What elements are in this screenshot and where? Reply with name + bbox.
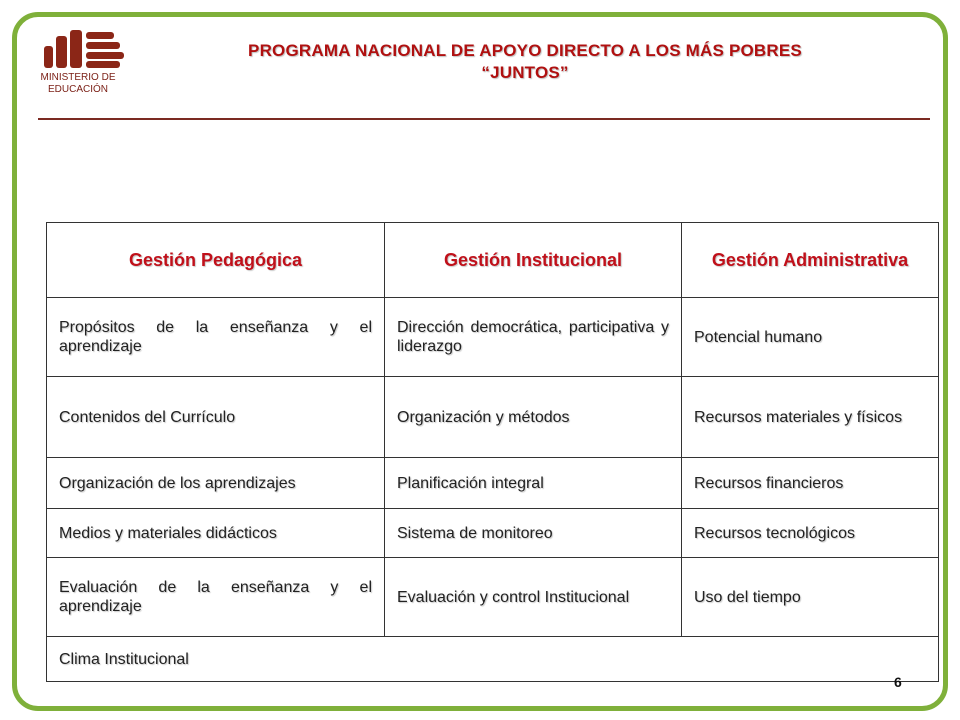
- ministry-name: [26, 72, 130, 96]
- table-cell: Organización de los aprendizajes: [47, 458, 385, 509]
- table-row: [47, 509, 939, 558]
- table-row: [47, 377, 939, 458]
- table-cell: Recursos materiales y físicos: [682, 377, 939, 458]
- table-cell: Uso del tiempo: [682, 558, 939, 637]
- table-cell: Contenidos del Currículo: [47, 377, 385, 458]
- table-cell: Dirección democrática, participativa y liderazgo: [385, 298, 682, 377]
- table-cell: Recursos financieros: [682, 458, 939, 509]
- table-cell: Evaluación y control Institucional: [385, 558, 682, 637]
- logo-line-2: EDUCACIÓN: [47, 84, 108, 95]
- header-administrativa: Gestión Administrativa: [682, 223, 939, 298]
- table-cell: Propósitos de la enseñanza y el aprendizaje: [47, 298, 385, 377]
- title-line-1: PROGRAMA NACIONAL DE APOYO DIRECTO A LOS MÁS POBRES: [248, 41, 802, 60]
- table-cell: Medios y materiales didácticos: [47, 509, 385, 558]
- table-cell: Planificación integral: [385, 458, 682, 509]
- page-title: [180, 40, 870, 84]
- table-cell: Sistema de monitoreo: [385, 509, 682, 558]
- title-line-2: “JUNTOS”: [481, 63, 569, 82]
- logo-line-1: MINISTERIO DE: [40, 72, 116, 83]
- page-number: 6: [894, 674, 902, 690]
- table-footer-cell: Clima Institucional: [47, 637, 939, 682]
- table-row: [47, 558, 939, 637]
- table-footer-row: [47, 637, 939, 682]
- header-divider: [38, 118, 930, 120]
- table-cell: Recursos tecnológicos: [682, 509, 939, 558]
- table-row: [47, 458, 939, 509]
- table-cell: Evaluación de la enseñanza y el aprendizaje: [47, 558, 385, 637]
- table-cell: Potencial humano: [682, 298, 939, 377]
- table-row: [47, 298, 939, 377]
- table-cell: Organización y métodos: [385, 377, 682, 458]
- header-institucional: Gestión Institucional: [385, 223, 682, 298]
- header-pedagogica: Gestión Pedagógica: [47, 223, 385, 298]
- table-header-row: [47, 223, 939, 298]
- management-table: [46, 222, 939, 682]
